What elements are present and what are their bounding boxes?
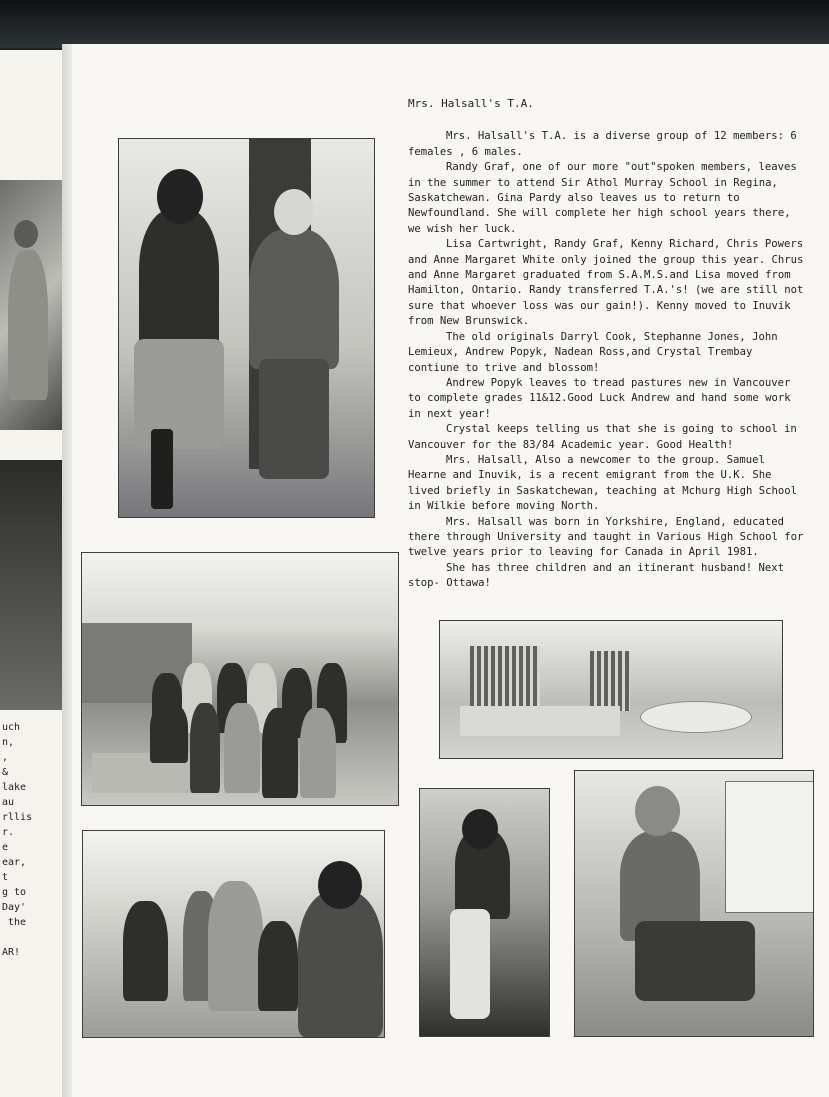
paragraph: Andrew Popyk leaves to tread pastures new in Vancouver to complete grades 11&12.Good Luck Andrew and hand some work in next year!	[408, 376, 791, 420]
paragraph: The old originals Darryl Cook, Stephanne Jones, John Lemieux, Andrew Popyk, Nadean Ross,and Crystal Trembay contiune to trive and blossom!	[408, 330, 778, 374]
previous-page-text: uch n, , & lake au rllis r. e ear, t g to Day' the AR!	[2, 722, 33, 958]
article-title: Mrs. Halsall's T.A.	[408, 97, 534, 110]
photo-teacher-standing	[0, 180, 62, 430]
paragraph: Mrs. Halsall was born in Yorkshire, England, educated there through University and taught in Various High School for twelve years prior to leaving for Canada in April 1981.	[408, 515, 804, 559]
paragraph: Mrs. Halsall, Also a newcomer to the group. Samuel Hearne and Inuvik, is a recent emigrant from the U.K. She lived briefly in Saskatchewan, teaching at Mchurg High School in Wilkie before moving North.	[408, 453, 798, 513]
yearbook-page	[72, 44, 829, 1097]
photo-girl-sitting	[419, 788, 550, 1037]
paragraph: She has three children and an itinerant husband! Next stop- Ottawa!	[408, 561, 785, 590]
paragraph: Crystal keeps telling us that she is going to school in Vancouver for the 83/84 Academic year. Good Health!	[408, 423, 797, 451]
scanner-edge	[0, 0, 829, 48]
photo-students-laughing	[82, 830, 385, 1038]
paragraph: Randy Graf, one of our more "out"spoken members, leaves in the summer to attend Sir Athol Murray School in Regina, Saskatchewan. Gina Pardy also leaves us to return to Newfoundland. She will complete her high school years there, we wish her luck.	[408, 161, 797, 235]
photo-two-women-with-cups	[118, 138, 375, 518]
photo-pencils-display	[439, 620, 783, 759]
paragraph: Mrs. Halsall's T.A. is a diverse group of 12 members: 6 females , 6 males.	[408, 130, 797, 158]
photo-boy-sitting	[574, 770, 814, 1037]
previous-page-edge	[0, 50, 71, 1097]
article	[408, 96, 808, 592]
paragraph: Lisa Cartwright, Randy Graf, Kenny Richard, Chris Powers and Anne Margaret White only joined the group this year. Chrus and Anne Margaret graduated from S.A.M.S.and Lisa moved from Hamilton, Ontario. Randy transferred T.A.'s! (we are still not sure that whoever loss was our gain!). Kenny moved to Inuvik from New Brunswick.	[408, 238, 804, 328]
photo-patterned-wall	[0, 460, 62, 710]
photo-class-group	[81, 552, 399, 806]
